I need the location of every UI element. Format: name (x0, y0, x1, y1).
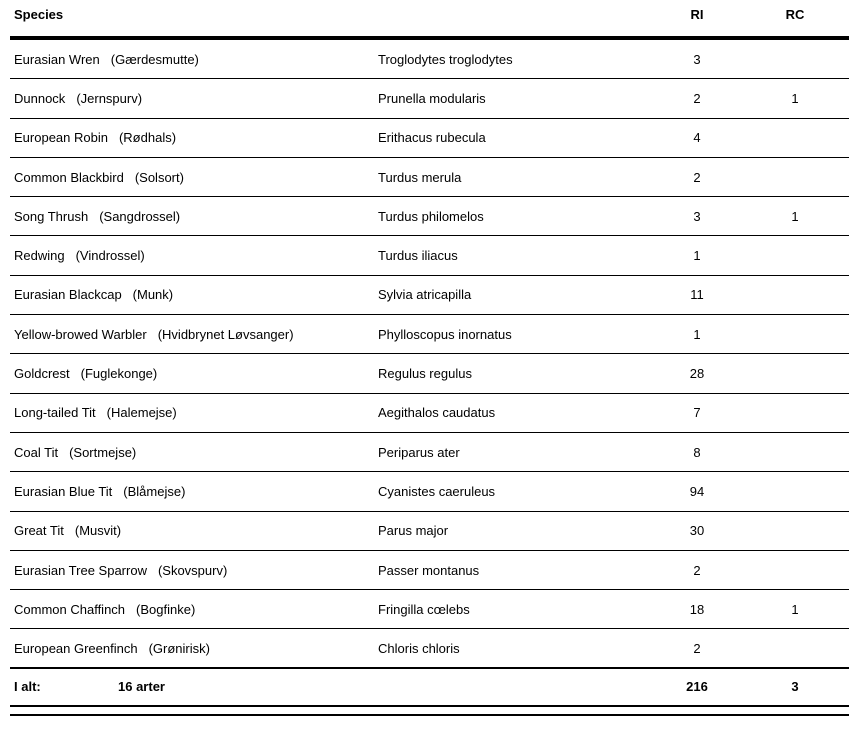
totals-ri-value: 216 (686, 679, 708, 695)
ri-value: 2 (693, 562, 701, 578)
species-danish-name: (Gærdesmutte) (110, 51, 199, 67)
species-latin-name: Erithacus rubecula (378, 130, 486, 146)
rc-value: 1 (791, 90, 799, 106)
species-cell (10, 405, 378, 420)
ri-value: 3 (693, 208, 701, 224)
species-danish-name: (Hvidbrynet Løvsanger) (157, 326, 294, 342)
species-cell (10, 248, 378, 263)
species-common-name: Eurasian Wren (14, 51, 100, 67)
species-latin-name: Aegithalos caudatus (378, 405, 496, 421)
species-danish-name: (Sortmejse) (69, 444, 137, 460)
ri-value: 30 (689, 523, 705, 539)
ri-value: 94 (689, 483, 705, 499)
species-cell (10, 327, 378, 342)
species-danish-name: (Grønirisk) (148, 640, 210, 656)
totals-species-count: 16 arter (118, 679, 165, 695)
species-danish-name: (Rødhals) (118, 130, 177, 146)
species-cell (10, 641, 378, 656)
species-danish-name: (Blåmejse) (123, 483, 186, 499)
species-latin-name: Prunella modularis (378, 90, 486, 106)
species-latin-name: Cyanistes caeruleus (378, 483, 496, 499)
table-row (10, 79, 849, 118)
species-latin-name: Parus major (378, 523, 449, 539)
species-danish-name: (Skovspurv) (157, 562, 228, 578)
totals-cell (10, 679, 378, 694)
ri-value: 2 (693, 640, 701, 656)
species-common-name: Long-tailed Tit (14, 405, 96, 421)
table-row (10, 472, 849, 511)
species-cell (10, 523, 378, 538)
species-common-name: European Robin (14, 130, 108, 146)
species-cell (10, 287, 378, 302)
species-common-name: Song Thrush (14, 208, 89, 224)
species-danish-name: (Solsort) (134, 169, 184, 185)
totals-rc-value: 3 (791, 679, 799, 695)
ri-value: 18 (689, 601, 705, 617)
species-common-name: Great Tit (14, 523, 64, 539)
species-danish-name: (Fuglekonge) (80, 366, 158, 382)
table-row (10, 433, 849, 472)
species-latin-name: Chloris chloris (378, 640, 460, 656)
species-cell (10, 366, 378, 381)
species-common-name: Eurasian Blackcap (14, 287, 122, 303)
column-header-ri: RI (690, 7, 704, 22)
species-latin-name: Turdus iliacus (378, 248, 458, 264)
totals-label: I alt: (14, 679, 41, 695)
species-common-name: Eurasian Blue Tit (14, 483, 113, 499)
species-cell (10, 209, 378, 224)
species-latin-name: Passer montanus (378, 562, 480, 578)
ri-value: 4 (693, 130, 701, 146)
species-common-name: Common Blackbird (14, 169, 124, 185)
ri-value: 2 (693, 169, 701, 185)
table-bottom-rule (10, 714, 849, 716)
species-table (10, 0, 849, 716)
table-row (10, 236, 849, 275)
species-danish-name: (Sangdrossel) (99, 208, 181, 224)
species-cell (10, 445, 378, 460)
species-danish-name: (Vindrossel) (75, 248, 145, 264)
ri-value: 1 (693, 248, 701, 264)
ri-value: 7 (693, 405, 701, 421)
species-latin-name: Turdus merula (378, 169, 462, 185)
table-row (10, 512, 849, 551)
species-common-name: Dunnock (14, 90, 66, 106)
species-latin-name: Turdus philomelos (378, 208, 484, 224)
species-common-name: Eurasian Tree Sparrow (14, 562, 147, 578)
species-common-name: Coal Tit (14, 444, 59, 460)
rc-value: 1 (791, 601, 799, 617)
species-latin-name: Periparus ater (378, 444, 460, 460)
ri-value: 11 (690, 287, 704, 303)
species-cell (10, 484, 378, 499)
table-row (10, 119, 849, 158)
species-cell (10, 170, 378, 185)
table-header-row (10, 0, 849, 40)
table-row (10, 276, 849, 315)
species-cell (10, 52, 378, 67)
table-row (10, 315, 849, 354)
species-cell (10, 602, 378, 617)
species-danish-name: (Musvit) (74, 523, 122, 539)
table-row (10, 590, 849, 629)
species-danish-name: (Munk) (132, 287, 174, 303)
table-row (10, 158, 849, 197)
ri-value: 2 (693, 90, 701, 106)
species-danish-name: (Halemejse) (106, 405, 177, 421)
table-row (10, 197, 849, 236)
species-latin-name: Regulus regulus (378, 366, 472, 382)
species-danish-name: (Bogfinke) (136, 601, 196, 617)
species-common-name: Goldcrest (14, 366, 70, 382)
table-row (10, 354, 849, 393)
species-cell (10, 91, 378, 106)
species-header-label: Species (14, 7, 64, 22)
species-common-name: Common Chaffinch (14, 601, 126, 617)
species-latin-name: Phylloscopus inornatus (378, 326, 512, 342)
species-latin-name: Troglodytes troglodytes (378, 51, 513, 67)
rc-value: 1 (791, 208, 799, 224)
table-row (10, 40, 849, 79)
ri-value: 1 (693, 326, 701, 342)
table-body (10, 40, 849, 669)
table-row (10, 629, 849, 668)
column-header-rc: RC (785, 7, 805, 22)
table-row (10, 551, 849, 590)
ri-value: 3 (693, 51, 701, 67)
table-row (10, 394, 849, 433)
species-cell (10, 130, 378, 145)
ri-value: 28 (689, 366, 705, 382)
species-common-name: European Greenfinch (14, 640, 138, 656)
species-latin-name: Fringilla cœlebs (378, 601, 470, 617)
table-totals-row (10, 669, 849, 707)
ri-value: 8 (693, 444, 701, 460)
species-common-name: Yellow-browed Warbler (14, 326, 147, 342)
species-latin-name: Sylvia atricapilla (378, 287, 472, 303)
species-danish-name: (Jernspurv) (76, 90, 143, 106)
species-common-name: Redwing (14, 248, 65, 264)
species-cell (10, 563, 378, 578)
column-header-species (10, 7, 378, 22)
